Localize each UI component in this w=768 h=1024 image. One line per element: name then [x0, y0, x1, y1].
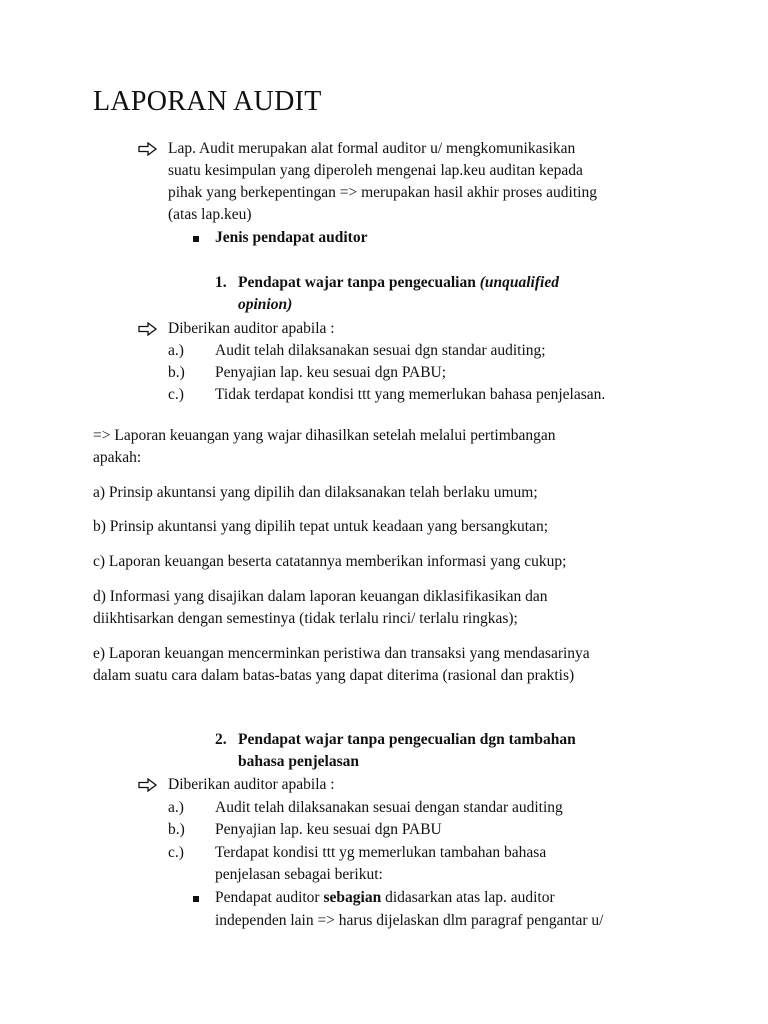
list-label: c.)	[168, 386, 184, 403]
jenis-heading: Jenis pendapat auditor	[215, 229, 368, 246]
list-label: b.)	[168, 364, 185, 381]
list-item: Tidak terdapat kondisi ttt yang memerlukan bahasa penjelasan.	[215, 386, 606, 403]
list-label: b.)	[168, 821, 185, 838]
section1-heading-cont: opinion)	[238, 296, 293, 313]
section2-heading: Pendapat wajar tanpa pengecualian dgn tambahan	[238, 731, 576, 748]
list-label: c.)	[168, 844, 184, 861]
section2-given: Diberikan auditor apabila :	[168, 776, 335, 793]
criteria-item: e) Laporan keuangan mencerminkan peristiwa dan transaksi yang mendasarinya	[93, 645, 590, 662]
intro-line: suatu kesimpulan yang diperoleh mengenai lap.keu auditan kepada	[168, 162, 583, 179]
page-title: LAPORAN AUDIT	[93, 86, 322, 117]
sub-item: Pendapat auditor sebagian didasarkan atas lap. auditor	[215, 889, 555, 906]
arrow-bullet-icon	[138, 322, 158, 336]
criteria-item: b) Prinsip akuntansi yang dipilih tepat untuk keadaan yang bersangkutan;	[93, 518, 548, 535]
list-label: a.)	[168, 342, 184, 359]
consider-line: => Laporan keuangan yang wajar dihasilkan setelah melalui pertimbangan	[93, 427, 556, 444]
list-item: Audit telah dilaksanakan sesuai dengan standar auditing	[215, 799, 563, 816]
square-bullet-icon	[193, 236, 199, 242]
list-item: Penyajian lap. keu sesuai dgn PABU	[215, 821, 442, 838]
section1-number: 1.	[215, 274, 227, 291]
section1-given: Diberikan auditor apabila :	[168, 320, 335, 337]
criteria-item: d) Informasi yang disajikan dalam laporan keuangan diklasifikasikan dan	[93, 588, 548, 605]
section2-heading-cont: bahasa penjelasan	[238, 753, 360, 770]
criteria-item-cont: dalam suatu cara dalam batas-batas yang dapat diterima (rasional dan praktis)	[93, 667, 575, 684]
square-bullet-icon	[193, 896, 199, 902]
section2-number: 2.	[215, 731, 227, 748]
criteria-item: c) Laporan keuangan beserta catatannya memberikan informasi yang cukup;	[93, 553, 567, 570]
sub-item-cont: independen lain => harus dijelaskan dlm paragraf pengantar u/	[215, 912, 604, 929]
arrow-bullet-icon	[138, 778, 158, 792]
list-label: a.)	[168, 799, 184, 816]
arrow-bullet-icon	[138, 142, 158, 156]
list-item: Penyajian lap. keu sesuai dgn PABU;	[215, 364, 447, 381]
list-item-cont: penjelasan sebagai berikut:	[215, 866, 383, 883]
intro-line: pihak yang berkepentingan => merupakan hasil akhir proses auditing	[168, 184, 597, 201]
list-item: Terdapat kondisi ttt yg memerlukan tambahan bahasa	[215, 844, 547, 861]
intro-line: (atas lap.keu)	[168, 206, 252, 223]
criteria-item: a) Prinsip akuntansi yang dipilih dan dilaksanakan telah berlaku umum;	[93, 484, 538, 501]
intro-line: Lap. Audit merupakan alat formal auditor u/ mengkomunikasikan	[168, 140, 576, 157]
criteria-item-cont: diikhtisarkan dengan semestinya (tidak terlalu rinci/ terlalu ringkas);	[93, 610, 518, 627]
list-item: Audit telah dilaksanakan sesuai dgn standar auditing;	[215, 342, 546, 359]
section1-heading: Pendapat wajar tanpa pengecualian (unqualified	[238, 274, 559, 291]
consider-line: apakah:	[93, 449, 142, 466]
